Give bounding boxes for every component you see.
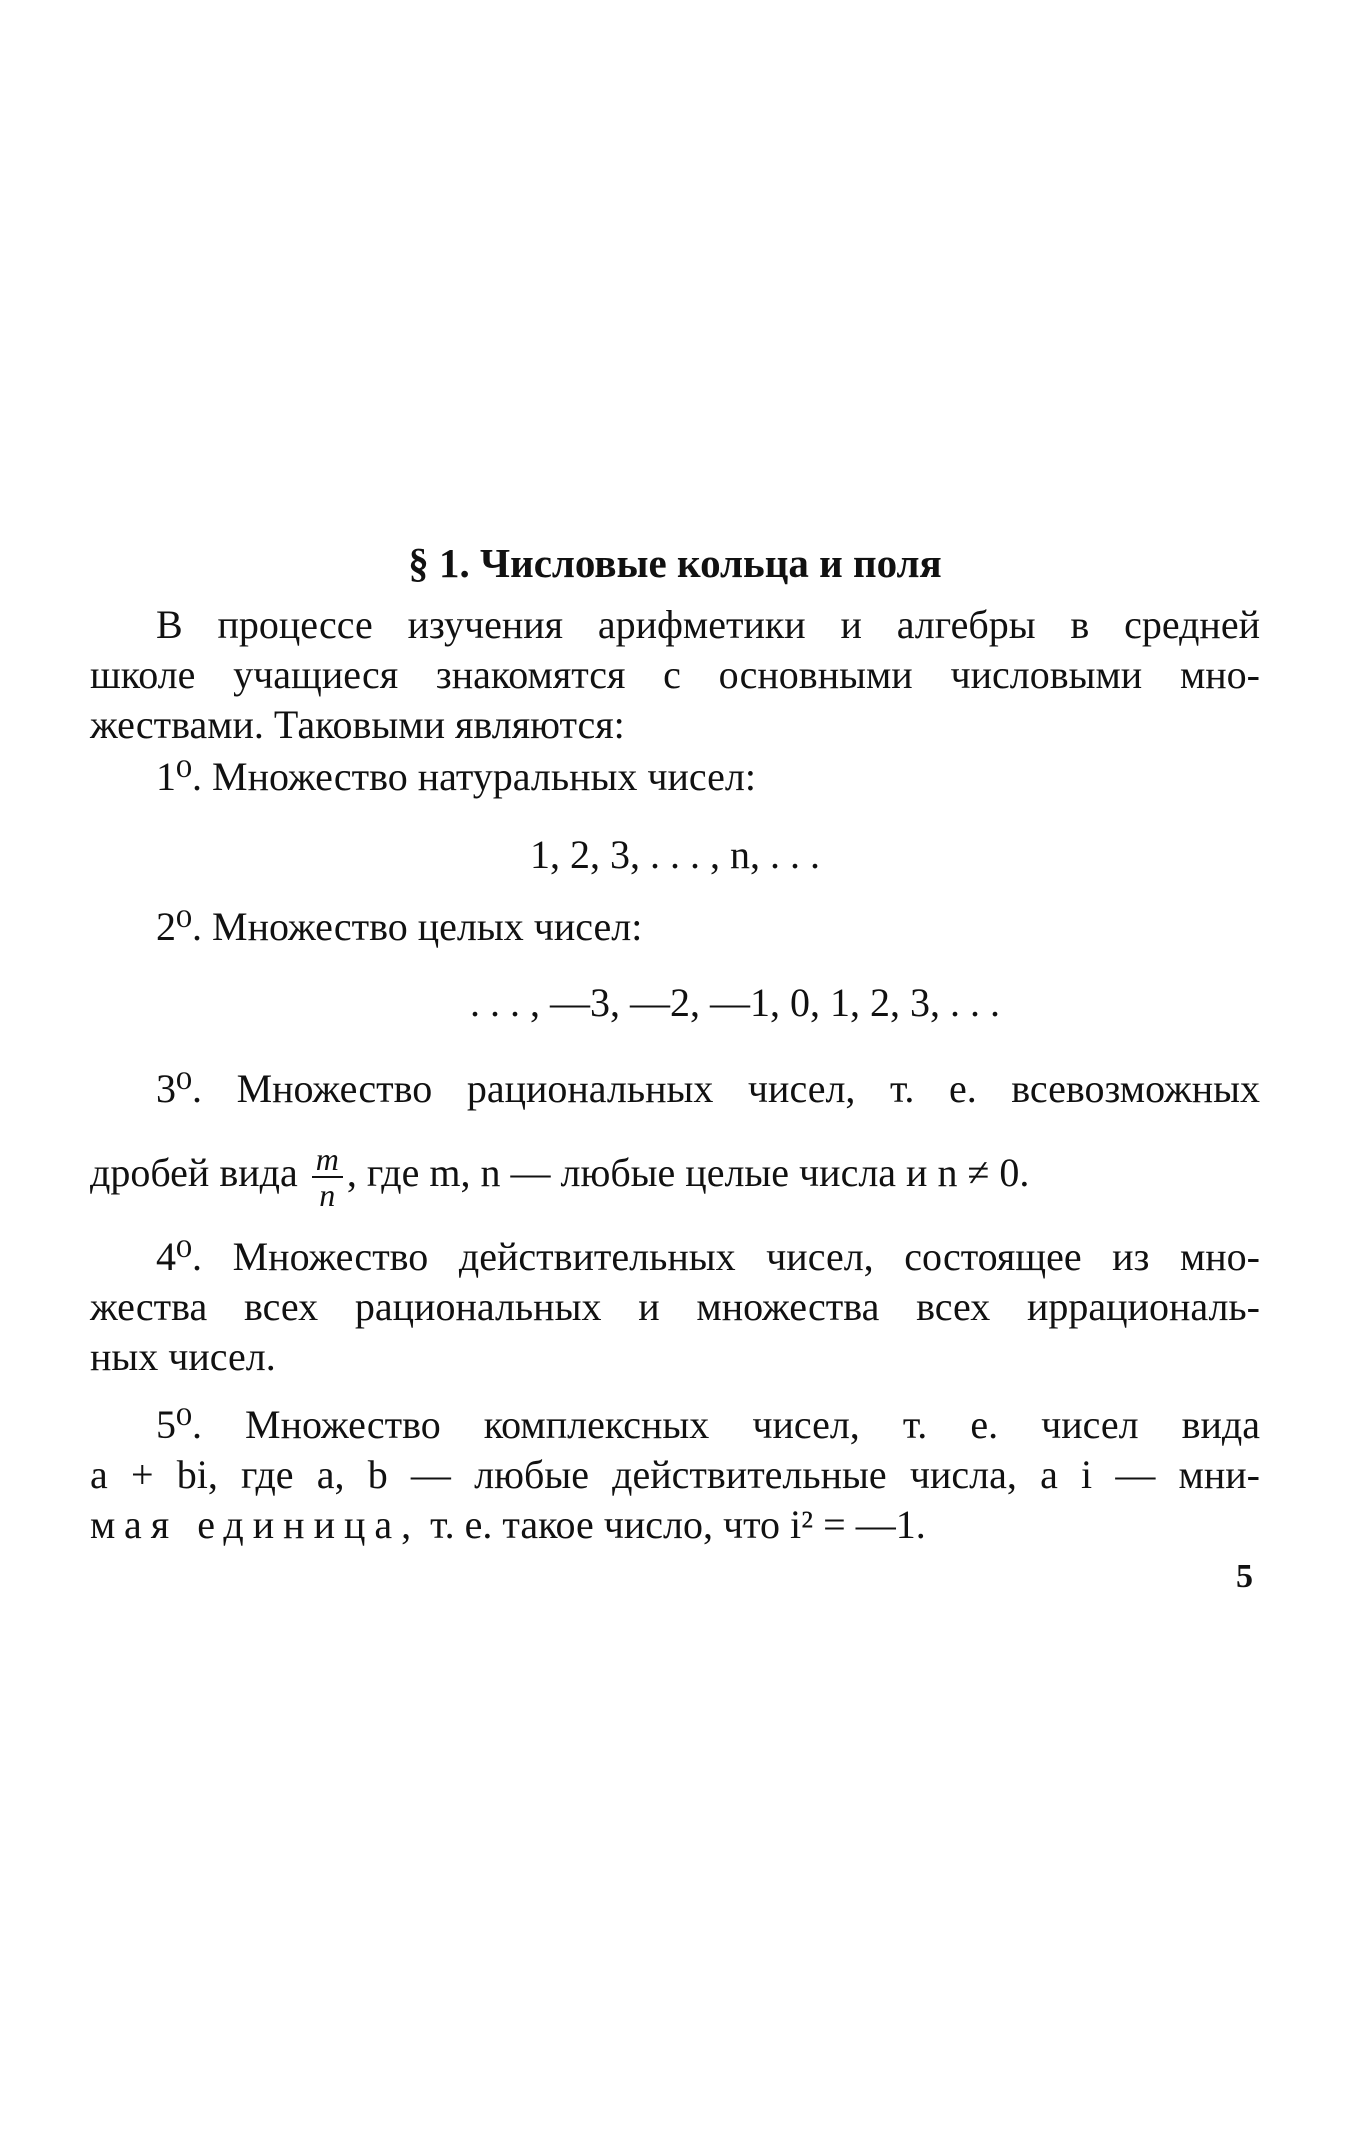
page-number: 5 <box>1236 1558 1253 1595</box>
item-2-label: 2⁰. Множество целых чисел: <box>156 904 643 949</box>
intro-line-3: жествами. Таковыми являются: <box>90 702 625 747</box>
intro-line-2: школе учащиеся знакомятся с основными числовыми мно- <box>90 652 1260 697</box>
item-4-line-1: 4⁰. Множество действительных чисел, состоящее из мно- <box>156 1234 1260 1279</box>
fraction-denominator: n <box>319 1176 336 1213</box>
item-1-formula: 1, 2, 3, . . . , n, . . . <box>530 832 820 877</box>
item-5-line-3 <box>90 1500 1260 1550</box>
item-3-line-2 <box>90 1138 1260 1212</box>
item-3-pre: дробей вида <box>90 1150 298 1195</box>
item-5-tail: т. е. такое число, что i² = —1. <box>420 1502 926 1547</box>
item-5-line-1: 5⁰. Множество комплексных чисел, т. е. чисел вида <box>156 1402 1260 1447</box>
item-5-line-2: a + bi, где a, b — любые действительные числа, а i — мни- <box>90 1452 1260 1497</box>
section-heading: § 1. Числовые кольца и поля <box>408 540 942 586</box>
fraction-m-over-n <box>312 1142 343 1212</box>
fraction-numerator: m <box>312 1142 343 1178</box>
item-2-formula: . . . , —3, —2, —1, 0, 1, 2, 3, . . . <box>470 980 1000 1025</box>
item-3-line-1: 3⁰. Множество рациональных чисел, т. е. всевозможных <box>156 1066 1260 1111</box>
item-4-line-3: ных чисел. <box>90 1334 276 1379</box>
item-3-post: , где m, n — любые целые числа и n ≠ 0. <box>346 1150 1030 1195</box>
imaginary-unit-term: мая единица, <box>90 1502 421 1547</box>
item-1-label: 1⁰. Множество натуральных чисел: <box>156 754 756 799</box>
intro-line-1: В процессе изучения арифметики и алгебры в средней <box>156 602 1260 647</box>
item-4-line-2: жества всех рациональных и множества всех иррациональ- <box>90 1284 1260 1329</box>
